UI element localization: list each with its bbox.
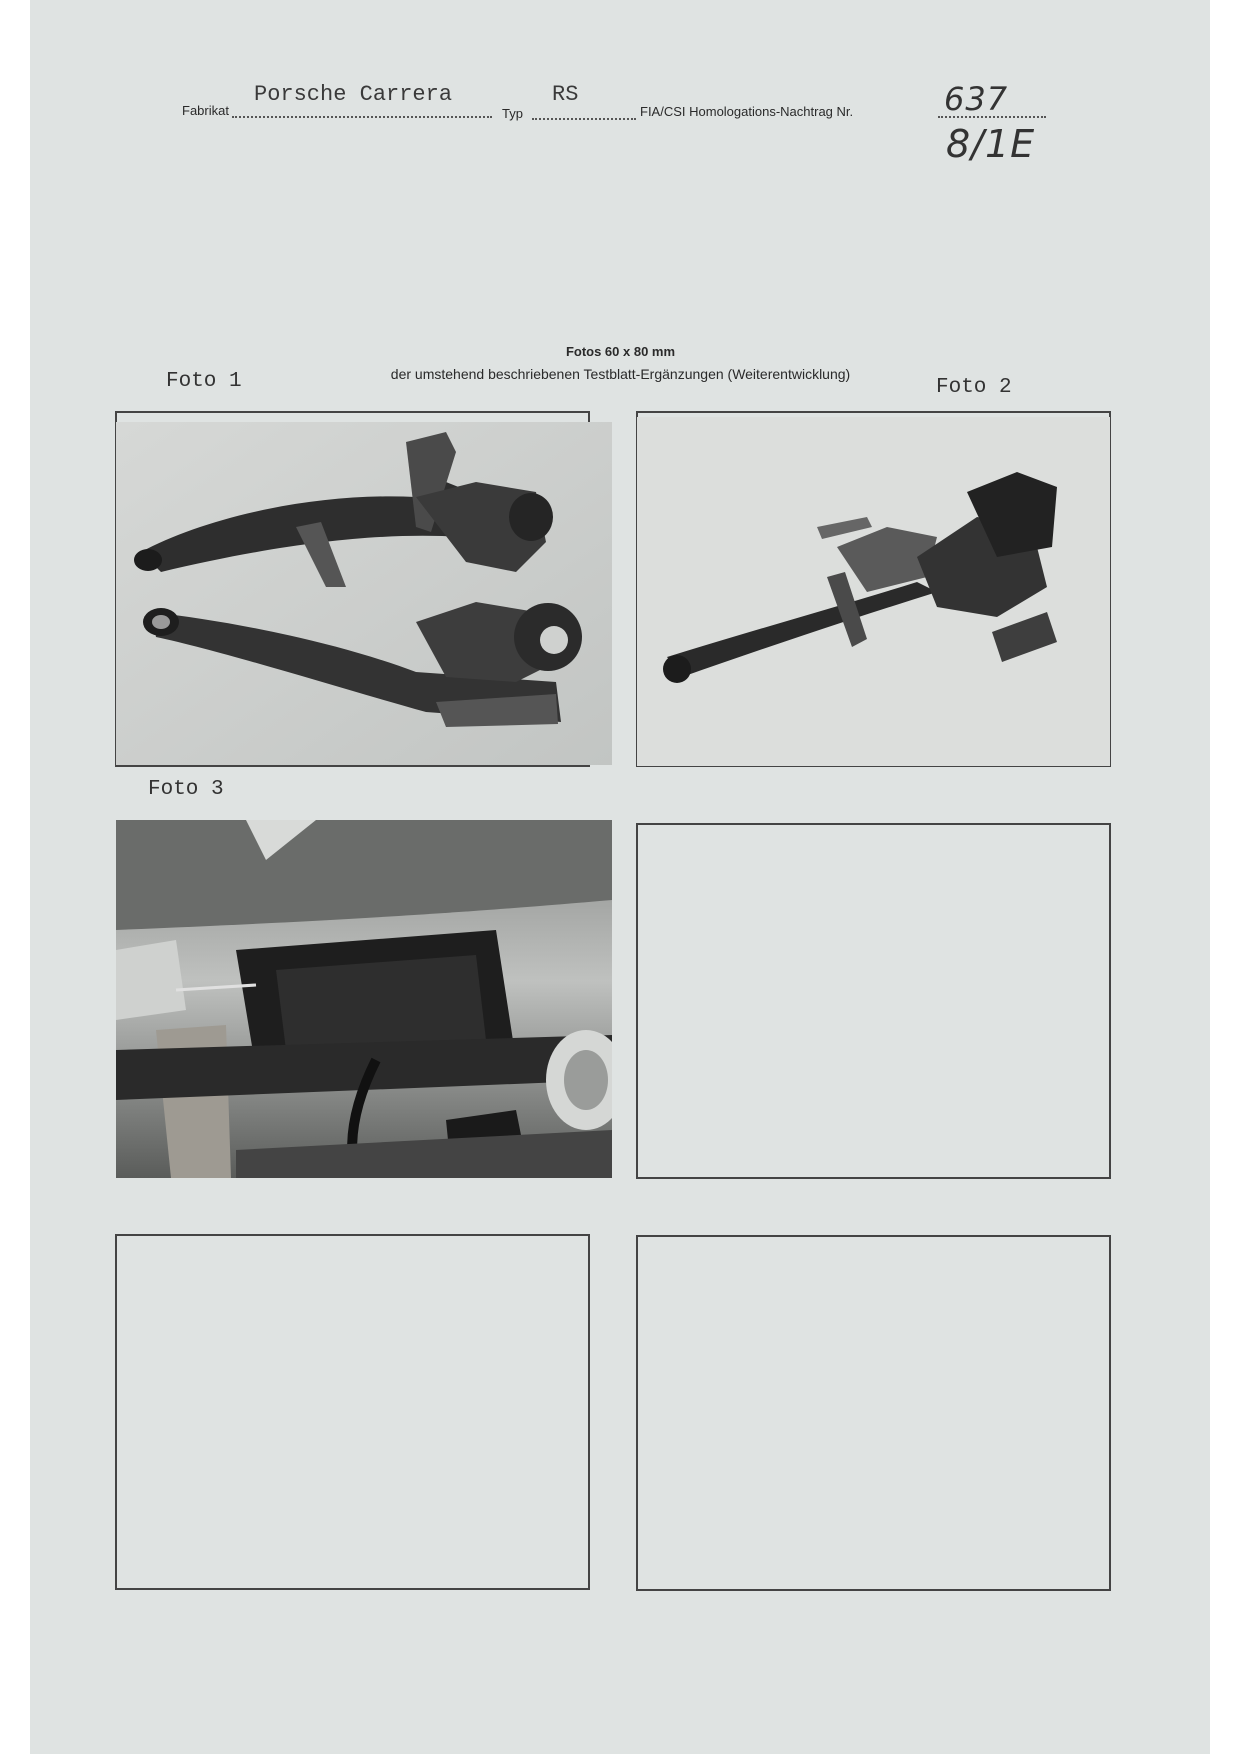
photo-2-image [637,417,1110,766]
typ-dotted-line [532,118,636,120]
foto-2-label: Foto 2 [936,376,1012,399]
caption-title: Fotos 60 x 80 mm [565,344,676,359]
fabrikat-dotted-line [232,116,492,118]
photo-frame-6 [636,1235,1111,1591]
nachtrag-subnumber: 8/1E [946,122,1036,166]
photo-2-suspension-arm [637,417,1110,766]
typ-label: Typ [502,106,523,121]
fabrikat-label: Fabrikat [182,103,229,118]
photo-1-image [116,422,612,765]
photo-frame-5 [115,1234,590,1590]
foto-1-label: Foto 1 [166,370,242,393]
fabrikat-value: Porsche Carrera [254,82,453,107]
caption-subtitle: der umstehend beschriebenen Testblatt-Ergänzungen (Weiterentwicklung) [390,366,851,382]
nachtrag-label: FIA/CSI Homologations-Nachtrag Nr. [640,104,854,119]
nachtrag-number: 637 [944,80,1009,118]
photo-frame-4 [636,823,1111,1179]
photo-3-image [116,820,612,1178]
photo-1-suspension-arms [116,422,612,765]
foto-3-label: Foto 3 [148,778,224,801]
photo-3-underbody [116,820,612,1178]
typ-value: RS [552,82,579,107]
